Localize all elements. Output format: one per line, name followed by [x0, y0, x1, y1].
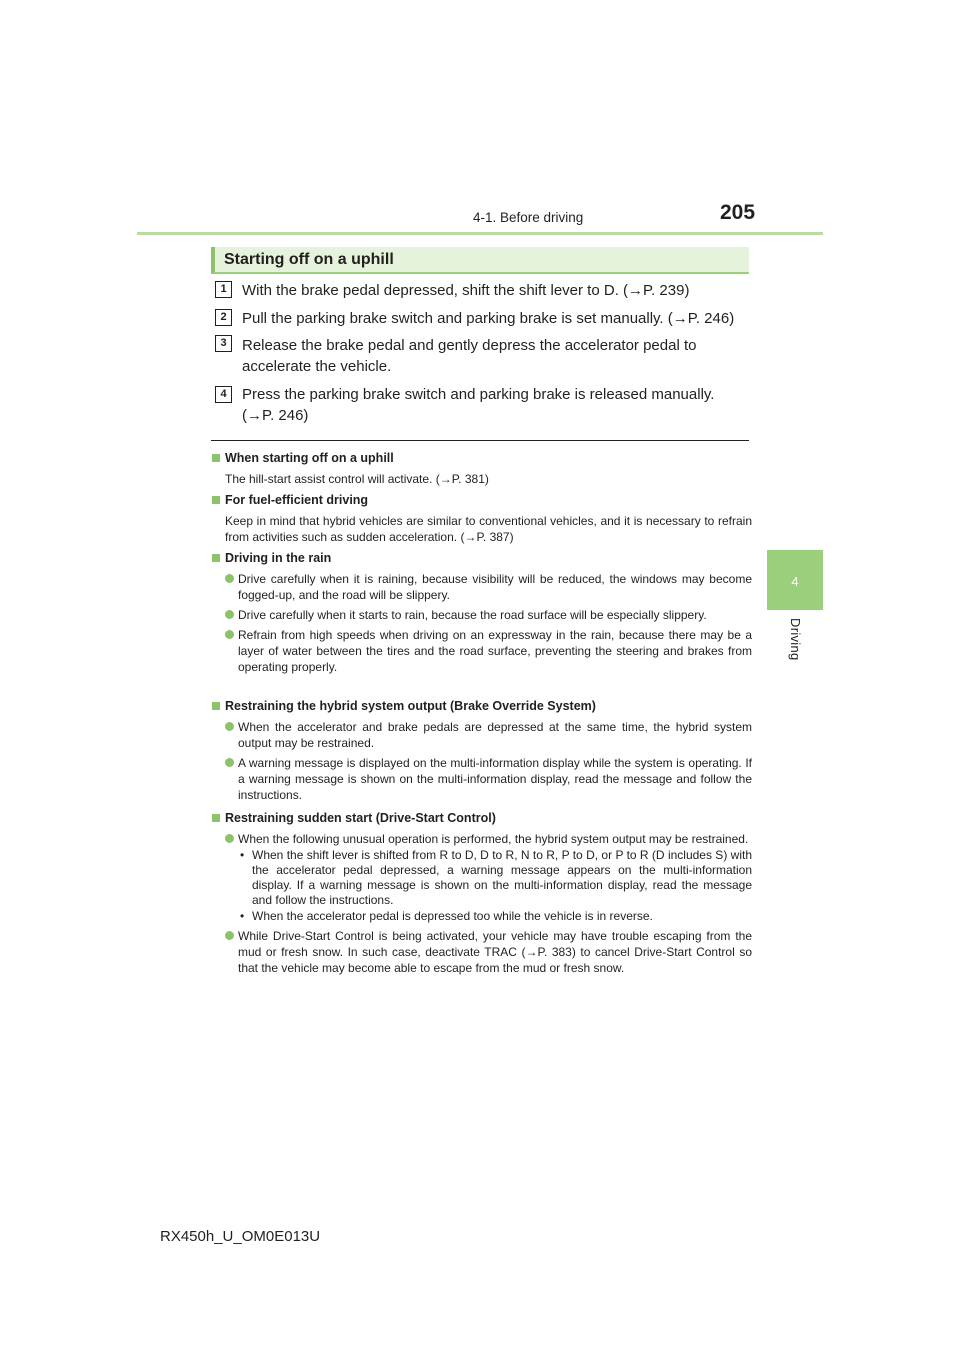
note-heading: Restraining sudden start (Drive-Start Control): [212, 810, 752, 827]
sub-bullet-mark: •: [240, 909, 245, 923]
bullet-item: While Drive-Start Control is being activated, your vehicle may have trouble escaping from the mud or fresh snow. In such case, deactivate TRAC (→P. 383) to cancel Drive-Start Control so that the vehicle may become able to escape from the mud or fresh snow.: [212, 928, 752, 976]
note-heading: For fuel-efficient driving: [212, 492, 752, 509]
square-bullet-icon: [212, 554, 220, 562]
chapter-tab: [767, 550, 823, 610]
square-bullet-icon: [212, 702, 220, 710]
round-bullet-icon: [225, 758, 234, 767]
step-text-3: Release the brake pedal and gently depress the accelerator pedal to accelerate the vehicle.: [242, 337, 697, 375]
sub-bullet-item: • When the accelerator pedal is depressed too while the vehicle is in reverse.: [240, 909, 653, 923]
bullet-item: Refrain from high speeds when driving on an expressway in the rain, because there may be a layer of water between the tires and the road surface, preventing the steering and brakes from operating properly.: [212, 627, 752, 675]
step-number-4: 4: [215, 386, 232, 403]
bullet-item: Drive carefully when it starts to rain, because the road surface will be especially slippery.: [212, 607, 752, 623]
bullet-item: Drive carefully when it is raining, because visibility will be reduced, the windows may become fogged-up, and the road will be slippery.: [212, 571, 752, 603]
step-number-3: 3: [215, 335, 232, 352]
round-bullet-icon: [225, 931, 234, 940]
square-bullet-icon: [212, 454, 220, 462]
section-title: Starting off on a uphill: [224, 251, 394, 268]
round-bullet-icon: [225, 722, 234, 731]
step-text-4: Press the parking brake switch and parking brake is released manually. (→P. 246): [242, 386, 715, 424]
step-number-2: 2: [215, 309, 232, 326]
chapter-tab-label: Driving: [788, 618, 803, 661]
chapter-tab-number: 4: [791, 574, 799, 589]
note-fuel-efficient: [212, 492, 752, 545]
bullet-item: A warning message is displayed on the multi-information display while the system is operating. If a warning message is shown on the multi-information display, read the message and follow the instructions.: [212, 755, 752, 803]
square-bullet-icon: [212, 496, 220, 504]
note-brake-override: [212, 698, 752, 803]
step-number-1: 1: [215, 281, 232, 298]
step-text-2: Pull the parking brake switch and parking brake is set manually. (→P. 246): [242, 310, 735, 327]
note-heading: When starting off on a uphill: [212, 450, 752, 467]
bullet-item: When the following unusual operation is performed, the hybrid system output may be restrained.: [212, 831, 752, 847]
step-text-1: With the brake pedal depressed, shift the shift lever to D. (→P. 239): [242, 282, 690, 299]
note-heading: Restraining the hybrid system output (Brake Override System): [212, 698, 752, 715]
square-bullet-icon: [212, 814, 220, 822]
page-number: 205: [720, 201, 756, 224]
sub-bullet-mark: •: [240, 848, 245, 862]
section-separator: [211, 440, 749, 441]
note-drive-start-control: [212, 810, 752, 976]
header-rule: [137, 232, 823, 235]
round-bullet-icon: [225, 574, 234, 583]
round-bullet-icon: [225, 630, 234, 639]
note-body: Keep in mind that hybrid vehicles are similar to conventional vehicles, and it is necessary to refrain from activities such as sudden acceleration. (→P. 387): [225, 514, 752, 544]
bullet-item: When the accelerator and brake pedals are depressed at the same time, the hybrid system output may be restrained.: [212, 719, 752, 751]
note-driving-rain: [212, 550, 752, 675]
round-bullet-icon: [225, 610, 234, 619]
section-heading-box: [211, 247, 749, 274]
note-body: The hill-start assist control will activate. (→P. 381): [225, 472, 489, 486]
note-hill-start: [212, 450, 752, 487]
note-heading: Driving in the rain: [212, 550, 752, 567]
sub-bullet-item: • When the shift lever is shifted from R to D, D to R, N to R, P to D, or P to R (D includes S) with the accelerator pedal depressed, a warning message appears on the multi-information display. If a warning message is shown on the multi-information display, read the message and follow the instructions.: [240, 848, 752, 907]
document-code-footer: RX450h_U_OM0E013U: [160, 1228, 321, 1245]
round-bullet-icon: [225, 834, 234, 843]
running-header-section: 4-1. Before driving: [473, 210, 584, 225]
